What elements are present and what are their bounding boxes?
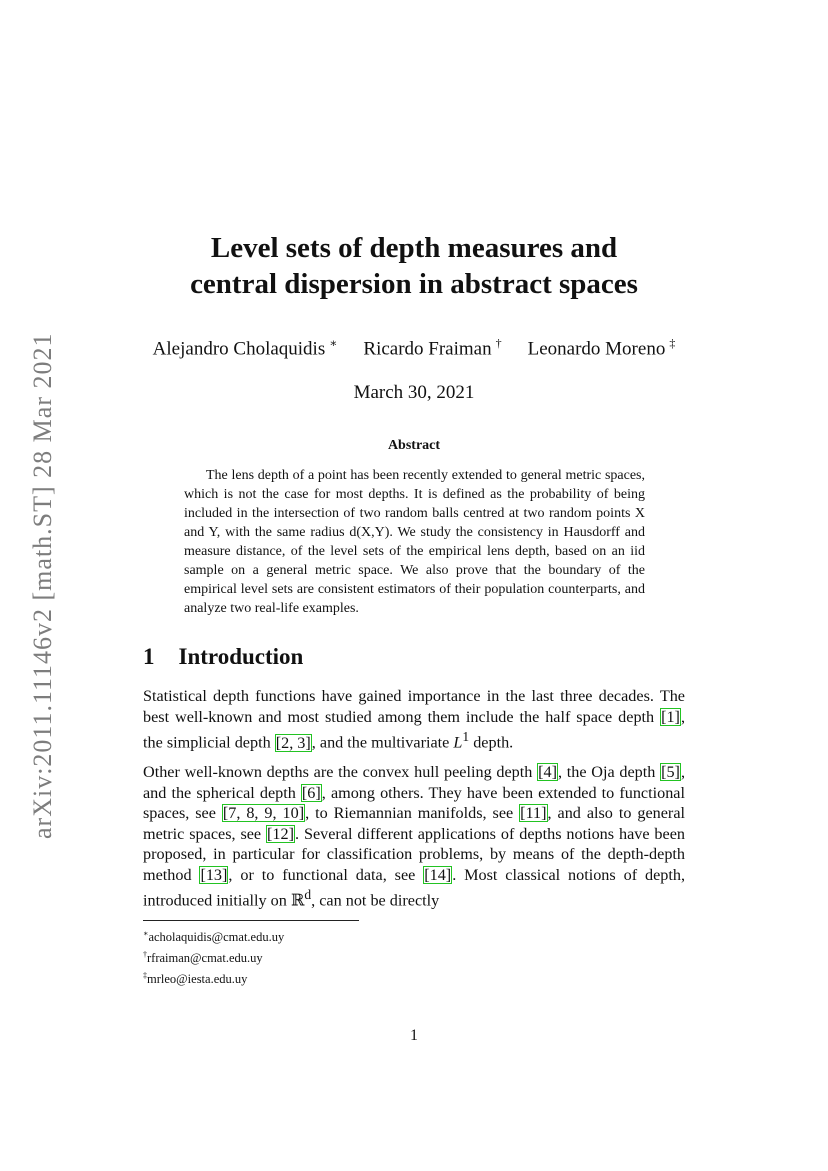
author-1 [153,336,338,360]
footnote-2: †rfraiman@cmat.edu.uy [143,950,263,966]
author-2 [363,336,501,360]
citation-link[interactable]: [1] [661,707,680,726]
citation-link[interactable]: [7, 8, 9, 10] [222,804,305,823]
page-number: 1 [410,1027,418,1044]
title-line-1: Level sets of depth measures and [210,232,618,264]
publication-date: March 30, 2021 [353,382,475,404]
author-1-footnote-mark[interactable]: ∗ [329,336,338,350]
author-2-footnote-mark[interactable]: † [495,336,502,350]
citation-link[interactable]: [2, 3] [275,733,311,752]
footnote-3: ‡mrleo@iesta.edu.uy [143,971,248,987]
paper-title [143,230,685,302]
citation-link[interactable]: [12] [267,824,294,843]
abstract-heading: Abstract [387,438,441,454]
author-2-name: Ricardo Fraiman [363,338,492,360]
citation-link[interactable]: [13] [200,865,228,884]
citation-link[interactable]: [11] [520,804,547,823]
email-link[interactable]: rfraiman@cmat.edu.uy [147,951,263,966]
author-3-name: Leonardo Moreno [527,338,666,360]
footnote-1: ∗acholaquidis@cmat.edu.uy [143,929,285,945]
author-3-footnote-mark[interactable]: ‡ [669,336,676,350]
section-heading [143,644,685,670]
author-1-name: Alejandro Cholaquidis [152,338,326,360]
citation-link[interactable]: [4] [538,763,557,782]
abstract-text: The lens depth of a point has been recently extended to general metric spaces, which is not the case for most depths. It is defined as the probability of being included in the intersection of two random balls centred at two random points X and Y, with the same radius d(X,Y). We study the consistency in Hausdorff and measure distance, of the level sets of the empirical lens depth, based on an iid sample on a general metric space. We also prove that the boundary of the empirical level sets are consistent estimators of their population counterparts, and analyze two real-life examples. [184,468,645,617]
section-number: 1 [143,644,155,670]
author-list [143,336,685,360]
footnote-divider [143,920,359,921]
email-link[interactable]: acholaquidis@cmat.edu.uy [148,930,285,945]
arxiv-identifier-stamp: arXiv:2011.11146v2 [math.ST] 28 Mar 2021 [28,332,57,839]
section-title: Introduction [178,644,304,670]
email-link[interactable]: mrleo@iesta.edu.uy [147,972,248,987]
intro-paragraph-2: Other well-known depths are the convex hull peeling depth [4], the Oja depth [5], and the spherical depth [6], among others. They have been extended to functional spaces, see [7, 8, 9, 10], to Riemannian manifolds, see [11], and also to general metric spaces, see [12]. Several different applications of depths notions have been proposed, in particular for classification problems, by means of the depth-depth method [13], or to functional data, see [14]. Most classical notions of depth, introduced initially on ℝ$^d$, can not be directly [143,763,686,910]
title-line-2: central dispersion in abstract spaces [190,268,638,300]
author-3 [528,336,676,360]
citation-link[interactable]: [14] [424,865,452,884]
citation-link[interactable]: [5] [661,763,680,782]
paper-first-page [143,230,685,989]
intro-paragraph-1: Statistical depth functions have gained importance in the last three decades. The best well-known and most studied among them include the half space depth [1], the simplicial depth [2, 3], and the multivariate $L^1$ depth. [143,687,685,752]
citation-link[interactable]: [6] [301,783,321,802]
